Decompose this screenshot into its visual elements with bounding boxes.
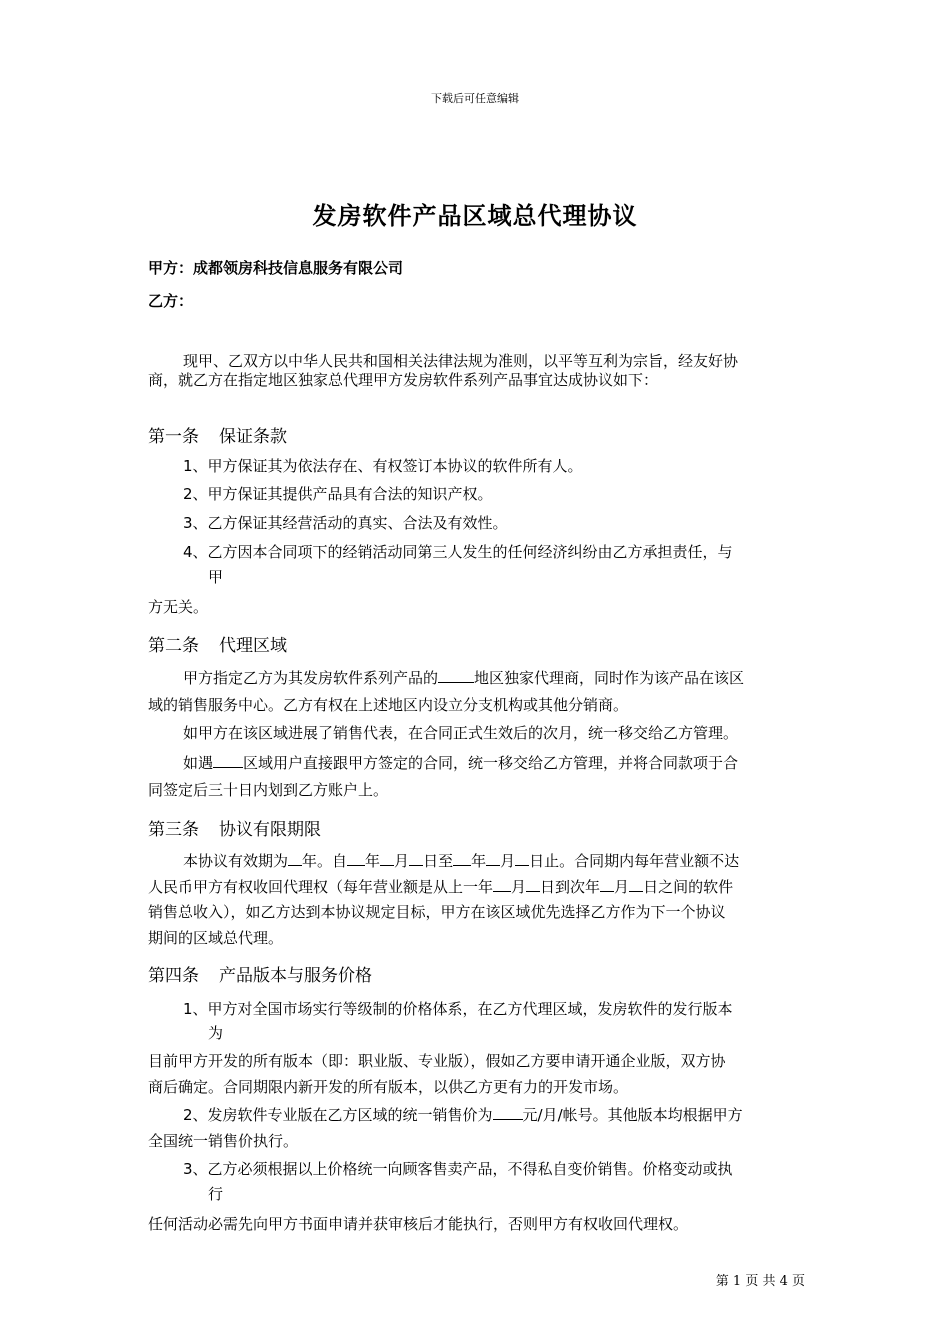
article-number: 第一条 bbox=[148, 427, 199, 447]
article-3-heading bbox=[148, 815, 321, 840]
article-2-para-1-cont: 域的销售服务中心。乙方有权在上述地区内设立分支机构或其他分销商。 bbox=[148, 696, 629, 714]
text: 年 bbox=[365, 852, 381, 870]
article-2-para-1 bbox=[183, 667, 744, 688]
text: 人民币甲方有权收回代理权（每年营业额是从上一年 bbox=[148, 878, 494, 896]
article-number: 第三条 bbox=[148, 820, 199, 840]
article-name: 产品版本与服务价格 bbox=[219, 966, 372, 986]
text: 日到次年 bbox=[540, 878, 601, 896]
text: 区域用户直接跟甲方签定的合同，统一移交给乙方管理，并将合同款项于合 bbox=[243, 754, 739, 772]
text: 日至 bbox=[423, 852, 454, 870]
text: 甲方指定乙方为其发房软件系列产品的 bbox=[183, 669, 439, 687]
document-title: 发房软件产品区域总代理协议 bbox=[312, 202, 638, 230]
article-3-line-2 bbox=[148, 876, 733, 897]
text: 日止。合同期内每年营业额不达 bbox=[529, 852, 740, 870]
fill-blank bbox=[347, 851, 365, 866]
article-4-item-3-cont: 任何活动必需先向甲方书面申请并获审核后才能执行，否则甲方有权收回代理权。 bbox=[148, 1215, 689, 1233]
fill-blank bbox=[288, 851, 302, 866]
fill-blank bbox=[380, 851, 394, 866]
article-4-item-3-wrap: 行 bbox=[208, 1185, 224, 1203]
article-4-item-1-wrap: 为 bbox=[208, 1024, 224, 1042]
text: 年 bbox=[471, 852, 487, 870]
fill-blank bbox=[438, 668, 474, 683]
article-name: 保证条款 bbox=[219, 427, 287, 447]
party-b: 乙方： bbox=[148, 292, 194, 310]
article-2-para-3 bbox=[183, 752, 738, 773]
article-4-item-1: 1、甲方对全国市场实行等级制的价格体系，在乙方代理区域，发房软件的发行版本 bbox=[183, 1000, 733, 1018]
text: 日之间的软件 bbox=[643, 878, 734, 896]
fill-blank bbox=[493, 877, 511, 892]
article-1-item-2: 2、甲方保证其提供产品具有合法的知识产权。 bbox=[183, 485, 493, 503]
article-1-item-4-cont: 方无关。 bbox=[148, 598, 209, 616]
article-4-item-2 bbox=[183, 1104, 743, 1125]
preamble-line-2: 商，就乙方在指定地区独家总代理甲方发房软件系列产品事宜达成协议如下： bbox=[148, 371, 659, 389]
text: 元/月/帐号。其他版本均根据甲方 bbox=[522, 1106, 743, 1124]
article-number: 第二条 bbox=[148, 636, 199, 656]
text: 年。自 bbox=[302, 852, 348, 870]
fill-blank bbox=[526, 877, 540, 892]
article-1-item-3: 3、乙方保证其经营活动的真实、合法及有效性。 bbox=[183, 514, 508, 532]
text: 月 bbox=[511, 878, 527, 896]
fill-blank bbox=[486, 851, 500, 866]
page-header: 下载后可任意编辑 bbox=[431, 92, 519, 105]
article-1-item-1: 1、甲方保证其为依法存在、有权签订本协议的软件所有人。 bbox=[183, 457, 583, 475]
article-2-heading bbox=[148, 631, 287, 656]
article-name: 协议有限期限 bbox=[219, 820, 321, 840]
text: 地区独家代理商，同时作为该产品在该区 bbox=[474, 669, 745, 687]
fill-blank bbox=[600, 877, 614, 892]
article-1-item-4-wrap: 甲 bbox=[208, 568, 224, 586]
article-3-line-4: 期间的区域总代理。 bbox=[148, 929, 284, 947]
text: 如遇 bbox=[183, 754, 214, 772]
article-1-heading bbox=[148, 422, 287, 447]
fill-blank bbox=[629, 877, 643, 892]
text: 月 bbox=[500, 852, 516, 870]
text: 本协议有效期为 bbox=[183, 852, 289, 870]
article-4-item-2-cont: 全国统一销售价执行。 bbox=[148, 1132, 299, 1150]
fill-blank bbox=[493, 1105, 523, 1120]
article-name: 代理区域 bbox=[219, 636, 287, 656]
article-3-line-1 bbox=[183, 850, 739, 871]
text: 2、发房软件专业版在乙方区域的统一销售价为 bbox=[183, 1106, 493, 1124]
article-4-item-1-cont-1: 目前甲方开发的所有版本（即：职业版、专业版），假如乙方要申请开通企业版，双方协 bbox=[148, 1052, 726, 1070]
article-1-item-4: 4、乙方因本合同项下的经销活动同第三人发生的任何经济纠纷由乙方承担责任，与 bbox=[183, 543, 733, 561]
article-4-item-1-cont-2: 商后确定。合同期限内新开发的所有版本，以供乙方更有力的开发市场。 bbox=[148, 1078, 629, 1096]
fill-blank bbox=[409, 851, 423, 866]
article-number: 第四条 bbox=[148, 966, 199, 986]
article-2-para-3-cont: 同签定后三十日内划到乙方账户上。 bbox=[148, 781, 389, 799]
party-a: 甲方：成都领房科技信息服务有限公司 bbox=[148, 259, 404, 277]
preamble-line-1: 现甲、乙双方以中华人民共和国相关法律法规为准则，以平等互利为宗旨，经友好协 bbox=[183, 352, 739, 370]
fill-blank bbox=[515, 851, 529, 866]
text: 月 bbox=[614, 878, 630, 896]
page-footer: 第 1 页 共 4 页 bbox=[715, 1274, 805, 1289]
fill-blank bbox=[213, 753, 243, 768]
article-2-para-2: 如甲方在该区域进展了销售代表，在合同正式生效后的次月，统一移交给乙方管理。 bbox=[183, 724, 739, 742]
article-3-line-3: 销售总收入），如乙方达到本协议规定目标，甲方在该区域优先选择乙方作为下一个协议 bbox=[148, 903, 726, 921]
fill-blank bbox=[453, 851, 471, 866]
text: 月 bbox=[394, 852, 410, 870]
article-4-heading bbox=[148, 961, 372, 986]
article-4-item-3: 3、乙方必须根据以上价格统一向顾客售卖产品，不得私自变价销售。价格变动或执 bbox=[183, 1160, 733, 1178]
